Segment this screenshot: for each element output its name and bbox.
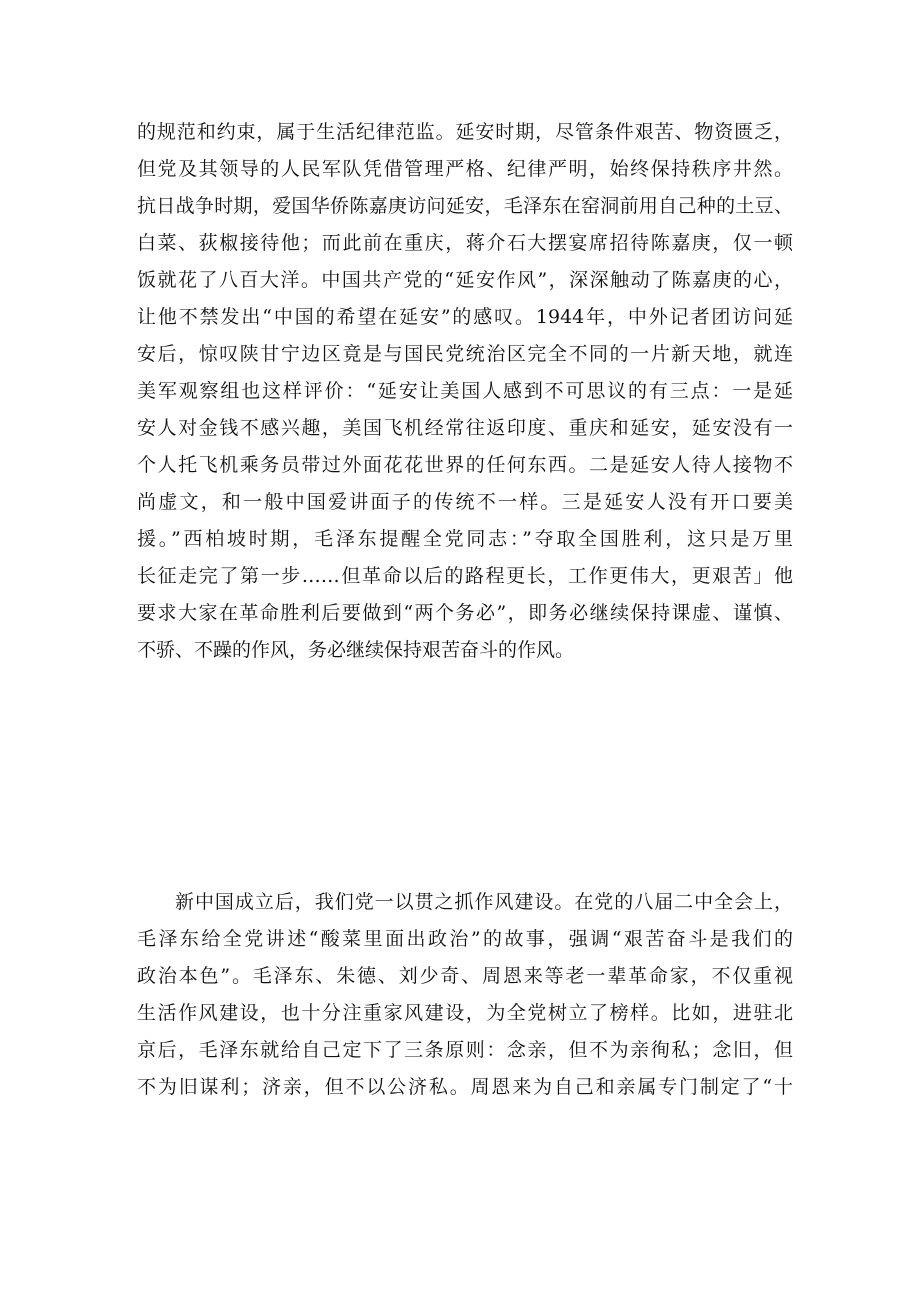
paragraph-1 [137, 114, 793, 669]
text-line: 不为旧谋利；济亲，但不以公济私。周恩来为自己和亲属专门制定了“十 [137, 1076, 793, 1098]
text-line: 安后，惊叹陕甘宁边区竟是与国民党统治区完全不同的一片新天地，就连 [137, 343, 793, 365]
text-line: 毛泽东给全党讲述“酸菜里面出政治”的故事，强调“艰苦奋斗是我们的 [137, 928, 793, 950]
text-line: 长征走完了第一步……但革命以后的路程更长，工作更伟大，更艰苦」他 [137, 565, 793, 587]
text-line: 要求大家在革命胜利后要做到“两个务必”，即务必继续保持课虚、谨慎、 [137, 602, 793, 624]
text-line: 个人托飞机乘务员带过外面花花世界的任何东西。二是延安人待人接物不 [137, 454, 793, 476]
text-line: 但党及其领导的人民军队凭借管理严格、纪律严明，始终保持秩序井然。 [137, 158, 793, 180]
text-line: 的规范和约束，属于生活纪律范监。延安时期，尽管条件艰苦、物资匮乏， [137, 121, 793, 143]
text-line: 安人对金钱不感兴趣，美国飞机经常往返印度、重庆和延安，延安没有一 [137, 417, 793, 439]
text-line: 饭就花了八百大洋。中国共产党的“延安作风”，深深触动了陈嘉庚的心， [137, 269, 793, 291]
text-line: 生活作风建设，也十分注重家风建设，为全党树立了榜样。比如，进驻北 [137, 1002, 793, 1024]
text-line: 援。”西柏坡时期，毛泽东提醒全党同志：”夺取全国胜利，这只是万里 [137, 528, 793, 550]
text-line: 政治本色”。毛泽东、朱德、刘少奇、周恩来等老一辈革命家，不仅重视 [137, 965, 793, 987]
text-line: 尚虚文，和一般中国爱讲面子的传统不一样。三是延安人没有开口要美 [137, 491, 793, 513]
paragraph-2 [137, 884, 793, 1106]
text-line: 抗日战争时期，爱国华侨陈嘉庚访问延安，毛泽东在窑洞前用自己种的土豆、 [137, 195, 793, 217]
text-line: 不骄、不躁的作风，务必继续保持艰苦奋斗的作风。 [137, 639, 575, 661]
text-line: 京后，毛泽东就给自己定下了三条原则：念亲，但不为亲徇私；念旧，但 [137, 1039, 793, 1061]
text-line: 让他不禁发出“中国的希望在延安”的感叹。1944年，中外记者团访问延 [137, 306, 793, 328]
text-line: 白菜、荻椒接待他；而此前在重庆，蒋介石大摆宴席招待陈嘉庚，仅一顿 [137, 232, 793, 254]
text-line: 新中国成立后，我们党一以贯之抓作风建设。在党的八届二中全会上， [175, 891, 793, 913]
text-line: 美军观察组也这样评价：“延安让美国人感到不可思议的有三点：一是延 [137, 380, 793, 402]
